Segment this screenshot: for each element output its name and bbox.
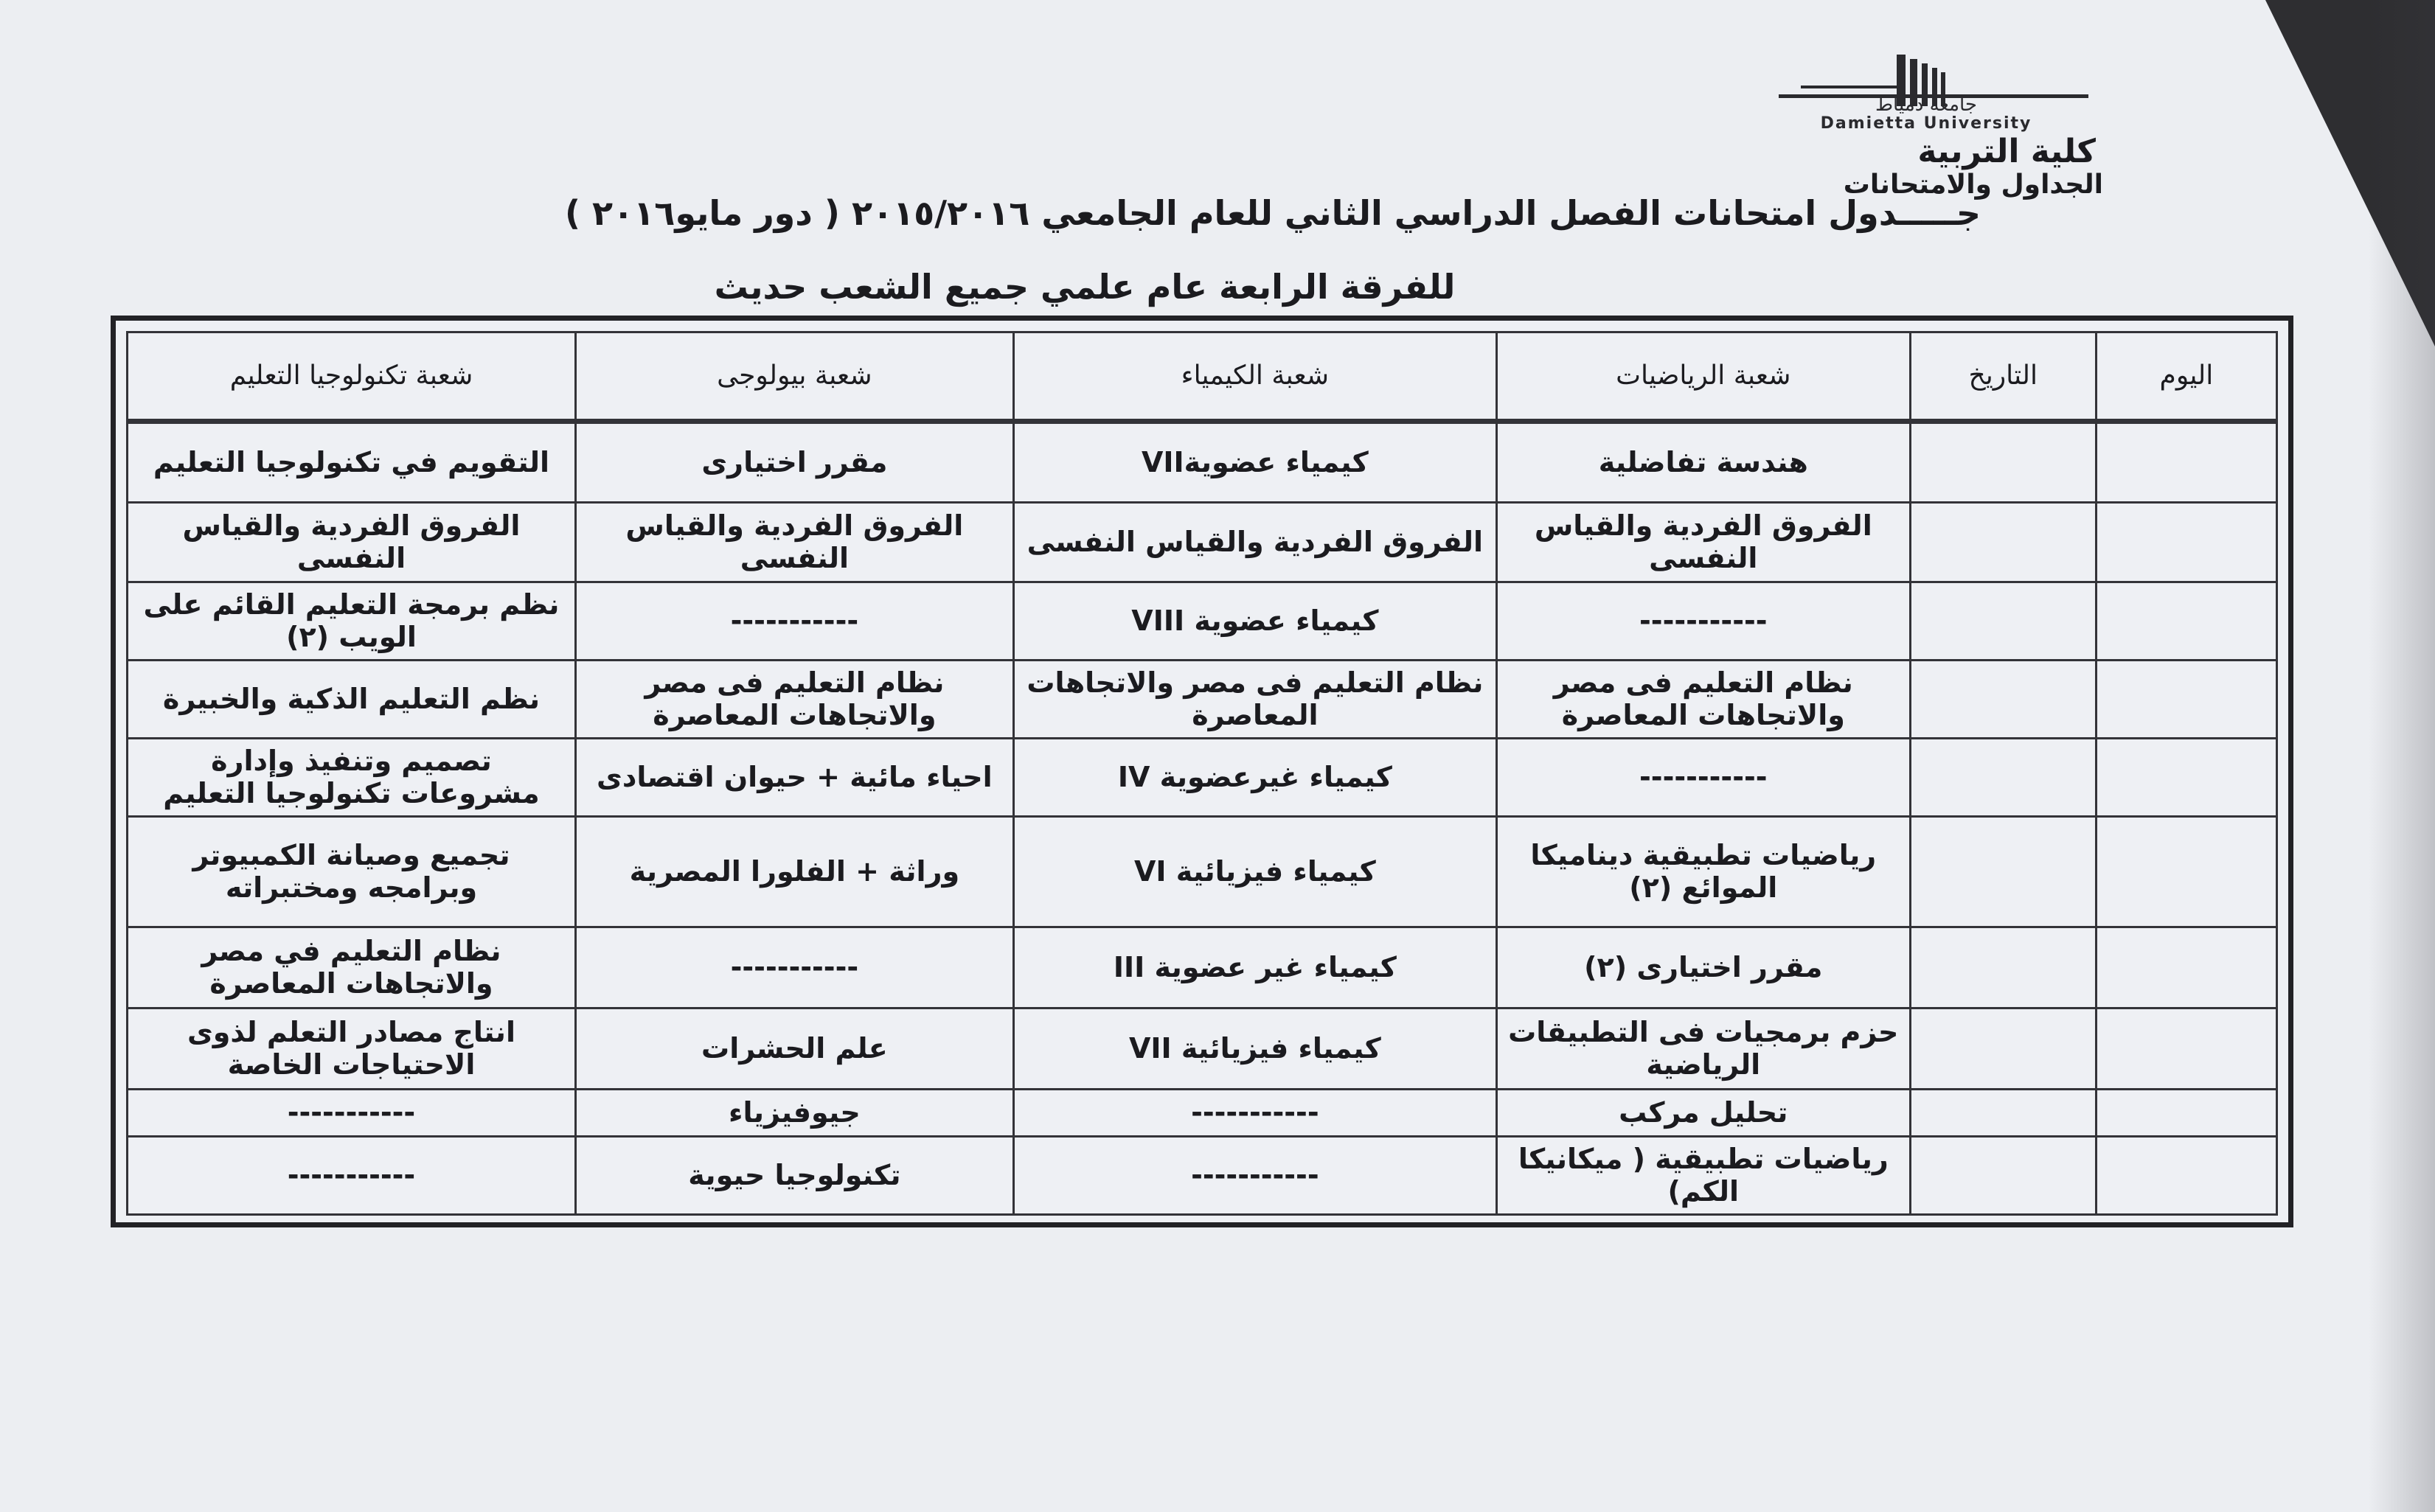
column-header-edtech: شعبة تكنولوجيا التعليم <box>128 332 576 422</box>
cell-chemistry: كيمياء غير عضوية III <box>1013 927 1496 1008</box>
cell-day <box>2096 503 2276 582</box>
cell-math: حزم برمجيات فى التطبيقات الرياضية <box>1496 1008 1910 1090</box>
cell-edtech: نظام التعليم في مصر والاتجاهات المعاصرة <box>128 927 576 1008</box>
cell-edtech: تجميع وصيانة الكمبيوتر وبرامجه ومختبراته <box>128 817 576 927</box>
department-name: الجداول والامتحانات <box>1843 170 2103 200</box>
cell-math: رياضيات تطبيقية ديناميكا الموائع (٢) <box>1496 817 1910 927</box>
cell-date <box>1910 817 2096 927</box>
cell-day <box>2096 1137 2276 1215</box>
cell-date <box>1910 739 2096 817</box>
cell-day <box>2096 817 2276 927</box>
cell-biology: احياء مائية + حيوان اقتصادى <box>575 739 1013 817</box>
cell-date <box>1910 422 2096 503</box>
cell-math: ----------- <box>1496 582 1910 661</box>
cell-biology: جيوفيزياء <box>575 1090 1013 1137</box>
cell-math: ----------- <box>1496 739 1910 817</box>
cell-biology: تكنولوجيا حيوية <box>575 1137 1013 1215</box>
schedule-frame <box>111 316 2293 1227</box>
cell-biology: ----------- <box>575 582 1013 661</box>
university-header <box>1742 52 2125 199</box>
column-header-day: اليوم <box>2096 332 2276 422</box>
cell-chemistry: كيمياء غيرعضوية IV <box>1013 739 1496 817</box>
cell-biology: علم الحشرات <box>575 1008 1013 1090</box>
cell-edtech: نظم التعليم الذكية والخبيرة <box>128 661 576 739</box>
cell-math: رياضيات تطبيقية ( ميكانيكا الكم) <box>1496 1137 1910 1215</box>
cell-date <box>1910 661 2096 739</box>
cell-date <box>1910 1008 2096 1090</box>
cell-edtech: انتاج مصادر التعلم لذوى الاحتياجات الخاصة <box>128 1008 576 1090</box>
table-row <box>128 927 2277 1008</box>
document-title: جـــــدول امتحانات الفصل الدراسي الثاني للعام الجامعي ٢٠١٥/٢٠١٦ ( دور مايو٢٠١٦ ) <box>564 193 1981 233</box>
column-header-math: شعبة الرياضيات <box>1496 332 1910 422</box>
cell-edtech: تصميم وتنفيذ وإدارة مشروعات تكنولوجيا التعليم <box>128 739 576 817</box>
cell-chemistry: ----------- <box>1013 1137 1496 1215</box>
university-logo <box>1749 52 2103 133</box>
cell-chemistry: كيمياء فيزيائية VII <box>1013 1008 1496 1090</box>
column-header-date: التاريخ <box>1910 332 2096 422</box>
table-row <box>128 1137 2277 1215</box>
exam-schedule-table <box>126 331 2278 1216</box>
cell-day <box>2096 1008 2276 1090</box>
table-row <box>128 1090 2277 1137</box>
table-row <box>128 661 2277 739</box>
cell-edtech: الفروق الفردية والقياس النفسى <box>128 503 576 582</box>
cell-date <box>1910 927 2096 1008</box>
cell-biology: الفروق الفردية والقياس النفسى <box>575 503 1013 582</box>
table-row <box>128 1008 2277 1090</box>
cell-day <box>2096 1090 2276 1137</box>
cell-math: تحليل مركب <box>1496 1090 1910 1137</box>
cell-day <box>2096 422 2276 503</box>
cell-chemistry: نظام التعليم فى مصر والاتجاهات المعاصرة <box>1013 661 1496 739</box>
logo-text-ar: جامعة دمياط <box>1875 94 1977 116</box>
cell-edtech: نظم برمجة التعليم القائم على الويب (٢) <box>128 582 576 661</box>
cell-biology: ----------- <box>575 927 1013 1008</box>
cell-chemistry: كيمياء عضوية VIII <box>1013 582 1496 661</box>
cell-date <box>1910 1090 2096 1137</box>
cell-chemistry: الفروق الفردية والقياس النفسى <box>1013 503 1496 582</box>
cell-math: هندسة تفاضلية <box>1496 422 1910 503</box>
table-header-row <box>128 332 2277 422</box>
cell-day <box>2096 739 2276 817</box>
cell-chemistry: ----------- <box>1013 1090 1496 1137</box>
table-row <box>128 422 2277 503</box>
table-row <box>128 582 2277 661</box>
logo-text-en: Damietta University <box>1820 114 2032 133</box>
cell-math: مقرر اختيارى (٢) <box>1496 927 1910 1008</box>
cell-edtech: ----------- <box>128 1090 576 1137</box>
cell-chemistry: كيمياء عضويةVII <box>1013 422 1496 503</box>
document-subtitle: للفرقة الرابعة عام علمي جميع الشعب حديث <box>714 267 1456 307</box>
cell-math: نظام التعليم فى مصر والاتجاهات المعاصرة <box>1496 661 1910 739</box>
cell-biology: نظام التعليم فى مصر والاتجاهات المعاصرة <box>575 661 1013 739</box>
cell-day <box>2096 927 2276 1008</box>
table-row <box>128 739 2277 817</box>
cell-day <box>2096 661 2276 739</box>
cell-date <box>1910 582 2096 661</box>
cell-math: الفروق الفردية والقياس النفسى <box>1496 503 1910 582</box>
table-row <box>128 503 2277 582</box>
column-header-chemistry: شعبة الكيمياء <box>1013 332 1496 422</box>
cell-date <box>1910 503 2096 582</box>
table-row <box>128 817 2277 927</box>
column-header-biology: شعبة بيولوجى <box>575 332 1013 422</box>
cell-day <box>2096 582 2276 661</box>
cell-edtech: التقويم في تكنولوجيا التعليم <box>128 422 576 503</box>
cell-biology: مقرر اختيارى <box>575 422 1013 503</box>
faculty-name: كلية التربية <box>1917 133 2096 170</box>
cell-chemistry: كيمياء فيزيائية VI <box>1013 817 1496 927</box>
cell-edtech: ----------- <box>128 1137 576 1215</box>
cell-biology: وراثة + الفلورا المصرية <box>575 817 1013 927</box>
cell-date <box>1910 1137 2096 1215</box>
